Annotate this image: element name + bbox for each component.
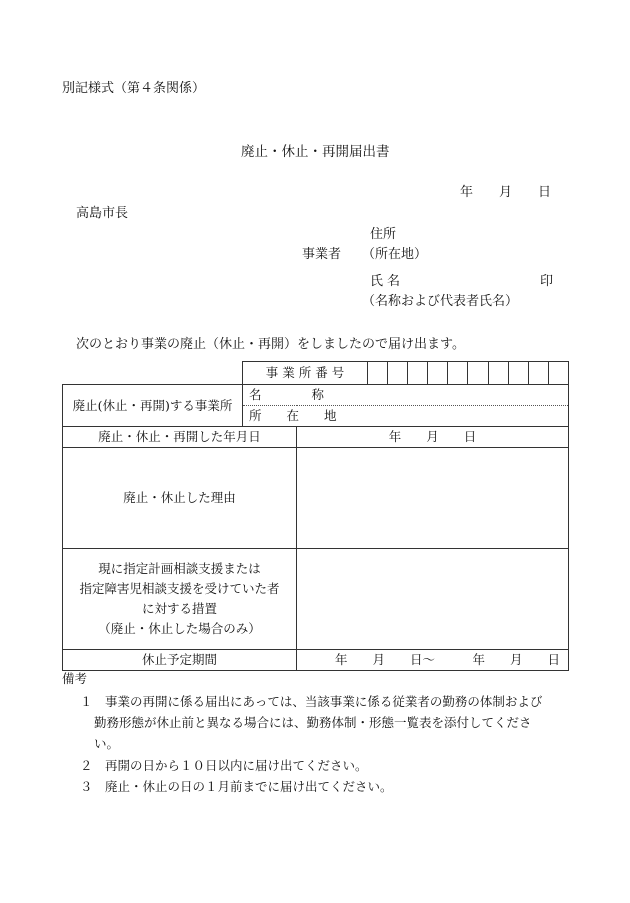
office-location-label: 所 在 地 — [249, 408, 337, 424]
office-number-label: 事 業 所 番 号 — [243, 362, 368, 384]
office-number-boxes[interactable] — [368, 362, 568, 384]
note-item: １ 事業の再開に係る届出にあっては、当該事業に係る従業者の勤務の体制および — [80, 694, 543, 709]
form-title: 廃止・休止・再開届出書 — [241, 144, 390, 160]
notification-table — [62, 361, 569, 671]
addressee: 高島市長 — [76, 206, 129, 221]
address-label: 住所 — [370, 227, 397, 242]
reason-field[interactable] — [297, 448, 569, 549]
measures-field[interactable] — [297, 549, 569, 650]
location-label: （所在地） — [362, 247, 428, 262]
reason-label: 廃止・休止した理由 — [63, 448, 297, 549]
intro-text: 次のとおり事業の廃止（休止・再開）をしましたので届け出ます。 — [76, 337, 465, 352]
date-row-label: 廃止・休止・再開した年月日 — [63, 427, 297, 448]
name-label: 氏名 — [370, 274, 405, 289]
note-item: ２ 再開の日から１０日以内に届け出てください。 — [80, 758, 368, 773]
measures-label: 現に指定計画相談支援または 指定障害児相談支援を受けていた者 に対する措置 （廃止・休止した場合のみ） — [63, 549, 297, 650]
date-row-value[interactable]: 年 月 日 — [297, 427, 569, 448]
date-line: 年 月 日 — [460, 185, 552, 200]
period-value[interactable]: 年 月 日～ 年 月 日 — [297, 650, 569, 671]
name-note: （名称および代表者氏名） — [362, 294, 519, 309]
note-item: い。 — [94, 736, 120, 751]
note-item: 勤務形態が休止前と異なる場合には、勤務体制・形態一覧表を添付してくださ — [94, 715, 532, 730]
period-label: 休止予定期間 — [63, 650, 297, 671]
office-location-field[interactable] — [243, 406, 569, 427]
notes-heading: 備考 — [62, 671, 88, 686]
office-name-field[interactable] — [243, 385, 569, 406]
seal-mark: 印 — [540, 274, 554, 289]
office-label: 廃止(休止・再開)する事業所 — [63, 385, 243, 427]
applicant-role-label: 事業者 — [302, 247, 342, 262]
note-item: ３ 廃止・休止の日の１月前までに届け出てください。 — [80, 779, 393, 794]
office-name-label: 名 称 — [249, 387, 325, 403]
form-label: 別記様式（第４条関係） — [62, 81, 206, 96]
